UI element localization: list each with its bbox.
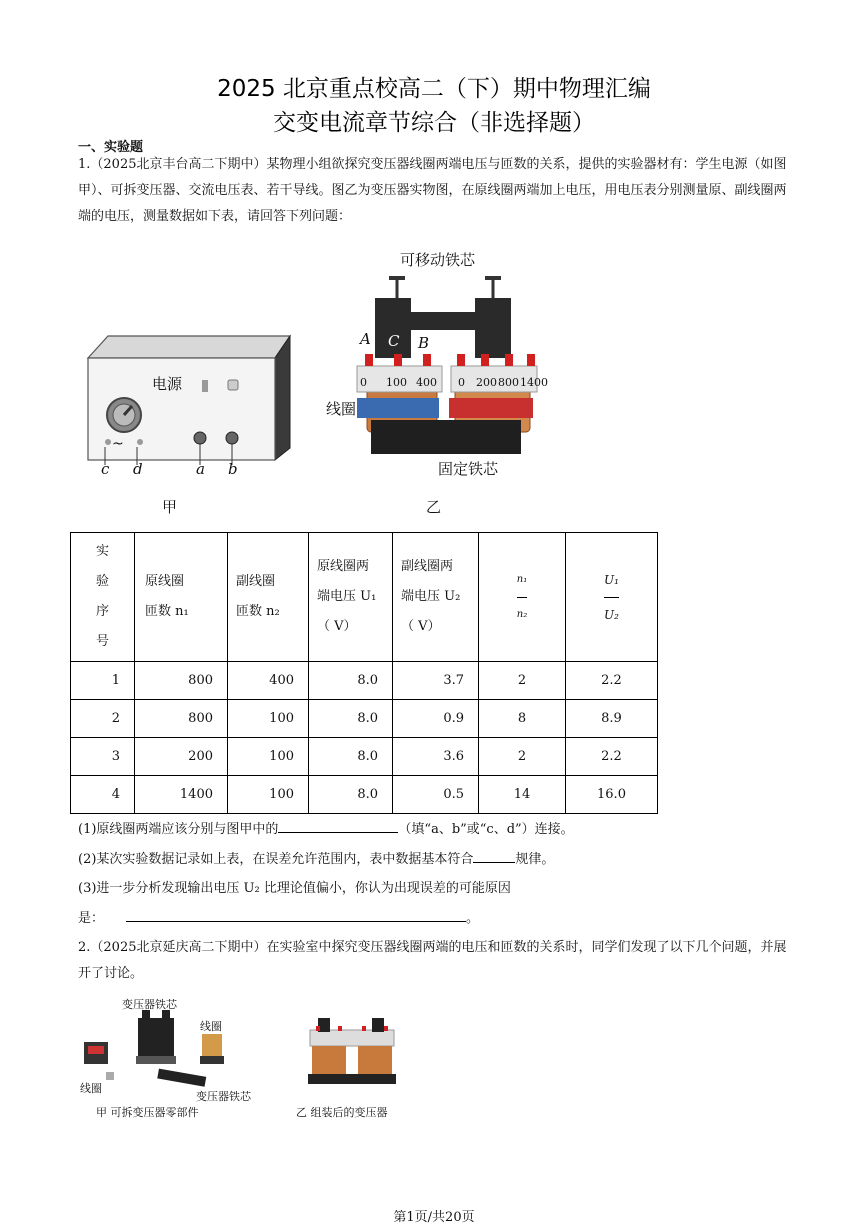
- question1-part3-answer: 是： 。: [78, 911, 480, 926]
- question1-part3: (3)进一步分析发现输出电压 U₂ 比理论值偏小，你认为出现误差的可能原因: [78, 881, 511, 896]
- parts-coil-label-right: 线圈: [200, 1020, 222, 1033]
- question1-intro: 1.（2025北京丰台高二下期中）某物理小组欲探究变压器线圈两端电压与匝数的关系，提供的实验器材有：学生电源（如图甲）、可拆变压器、交流电压表、若干导线。图乙为变压器实物图，在原线圈两端加上电压，用电压表分别测量原、副线圈两端的电压，测量数据如下表，请回答下列问题：: [78, 157, 787, 224]
- table-row: [71, 776, 658, 814]
- cell: 8.0: [309, 662, 393, 700]
- cell: 100: [228, 776, 309, 814]
- terminal-c-label: c: [101, 460, 110, 478]
- measurement-table: [70, 532, 658, 814]
- cell: 0.9: [393, 700, 479, 738]
- answer-blank[interactable]: [473, 862, 515, 863]
- cell: 8.0: [309, 776, 393, 814]
- header-u2: 副线圈两 端电压 U₂ （ V）: [393, 533, 479, 662]
- power-panel-label: 电源: [152, 375, 183, 393]
- question2-intro: 2.（2025北京延庆高二下期中）在实验室中探究变压器线圈两端的电压和匝数的关系时，同学们发现了以下几个问题，并展开了讨论。: [78, 940, 787, 981]
- cell: 3.6: [393, 738, 479, 776]
- table-header-row: [71, 533, 658, 662]
- cell: 100: [228, 738, 309, 776]
- cell: 2: [479, 738, 566, 776]
- cell: 800: [135, 662, 228, 700]
- cell: 8: [479, 700, 566, 738]
- cell: 8.0: [309, 700, 393, 738]
- cell: 100: [228, 700, 309, 738]
- figure2-jia-caption: 甲 可拆变压器零部件: [96, 1106, 199, 1119]
- cell: 2.2: [566, 738, 658, 776]
- table-row: [71, 738, 658, 776]
- cell: 14: [479, 776, 566, 814]
- cell: 3.7: [393, 662, 479, 700]
- tilde-symbol: ~: [112, 436, 124, 452]
- power-supply-figure: [80, 330, 295, 490]
- figure2-yi-caption: 乙 组装后的变压器: [296, 1106, 388, 1119]
- cell: 1400: [135, 776, 228, 814]
- coil-label: 线圈: [326, 400, 357, 418]
- cell: 3: [71, 738, 135, 776]
- header-u-ratio: $\frac{\text{U₁}}{\text{U₂}}$: [566, 533, 658, 662]
- header-u1: 原线圈两 端电压 U₁ （ V）: [309, 533, 393, 662]
- cell: 200: [135, 738, 228, 776]
- header-index: 实 验 序 号: [71, 533, 135, 662]
- header-n2: 副线圈 匝数 n₂: [228, 533, 309, 662]
- question1-part1: (1)原线圈两端应该分别与图甲中的 （填“a、b”或“c、d”）连接。: [78, 822, 574, 837]
- left-tick: 400: [416, 376, 437, 389]
- document-title-line1: 2025 北京重点校高二（下）期中物理汇编: [217, 76, 651, 102]
- cell: 800: [135, 700, 228, 738]
- cell: 400: [228, 662, 309, 700]
- parts-core-label: 变压器铁芯: [122, 998, 177, 1011]
- header-n1: 原线圈 匝数 n₁: [135, 533, 228, 662]
- answer-blank[interactable]: [126, 921, 466, 922]
- right-tick: 0: [458, 376, 465, 389]
- page-footer: 第1页/共20页: [393, 1210, 475, 1225]
- table-row: [71, 700, 658, 738]
- left-tick: 100: [386, 376, 407, 389]
- label-B: B: [418, 334, 430, 352]
- header-n-ratio: $\frac{\text{n₁}}{\text{n₂}}$: [479, 533, 566, 662]
- cell: 16.0: [566, 776, 658, 814]
- fixed-core-label: 固定铁芯: [438, 460, 499, 478]
- label-A: A: [360, 330, 371, 348]
- parts-coil-label-left: 线圈: [80, 1082, 102, 1095]
- question1-part2: (2)某次实验数据记录如上表，在误差允许范围内，表中数据基本符合 规律。: [78, 852, 555, 867]
- right-tick: 1400: [520, 376, 548, 389]
- terminal-d-label: d: [133, 460, 143, 478]
- cell: 0.5: [393, 776, 479, 814]
- section-heading: 一、实验题: [78, 140, 144, 155]
- cell: 1: [71, 662, 135, 700]
- figure-jia-caption: 甲: [162, 498, 178, 516]
- terminal-a-label: a: [196, 460, 205, 478]
- terminal-b-label: b: [228, 460, 238, 478]
- cell: 2.2: [566, 662, 658, 700]
- cell: 2: [479, 662, 566, 700]
- movable-core-label: 可移动铁芯: [400, 251, 476, 269]
- left-tick: 0: [360, 376, 367, 389]
- right-tick: 200: [476, 376, 497, 389]
- cell: 2: [71, 700, 135, 738]
- label-C: C: [388, 332, 400, 350]
- cell: 8.0: [309, 738, 393, 776]
- figure-yi-caption: 乙: [426, 498, 442, 516]
- cell: 4: [71, 776, 135, 814]
- cell: 8.9: [566, 700, 658, 738]
- right-tick: 800: [498, 376, 519, 389]
- table-row: [71, 662, 658, 700]
- parts-core-bottom-label: 变压器铁芯: [196, 1090, 251, 1103]
- transformer-figure: [345, 270, 545, 460]
- answer-blank[interactable]: [278, 832, 398, 833]
- document-title-line2: 交变电流章节综合（非选择题）: [273, 110, 595, 136]
